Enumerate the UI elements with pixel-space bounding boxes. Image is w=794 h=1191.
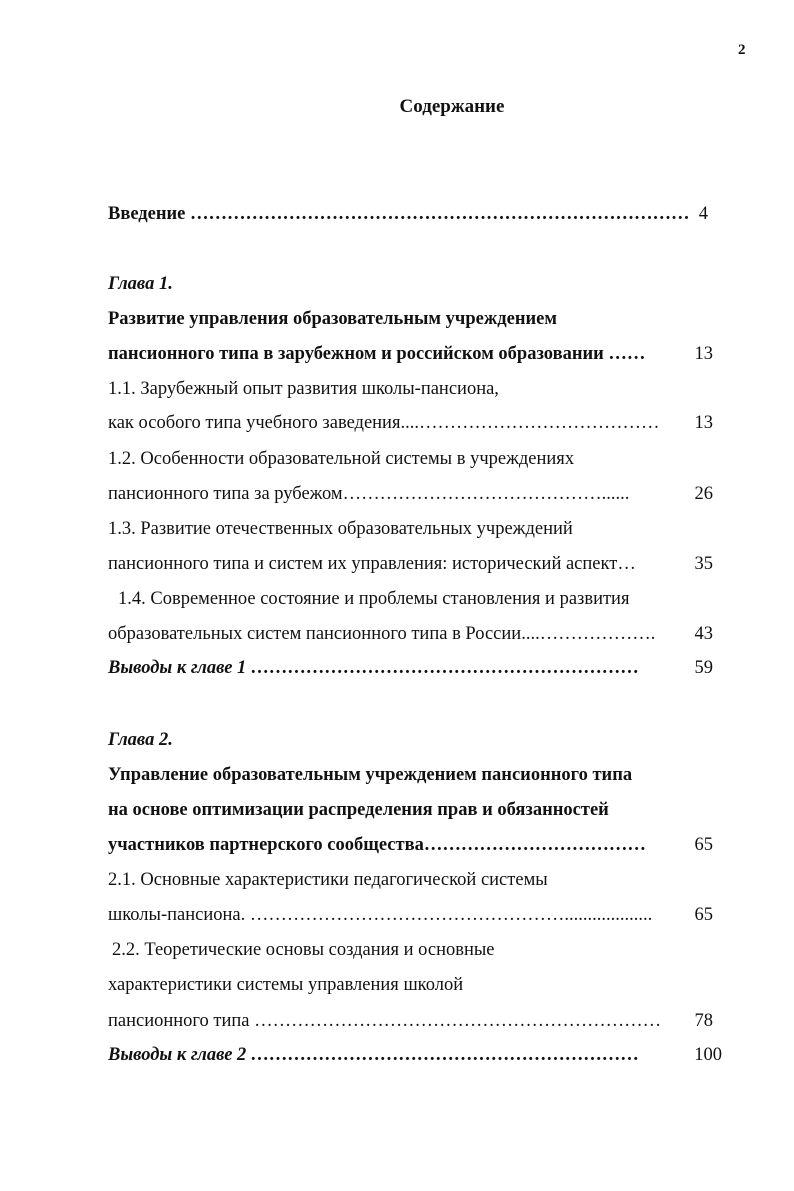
- section-text: 1.1. Зарубежный опыт развития школы-пансиона,: [108, 379, 499, 399]
- chapter-title-text: Развитие управления образовательным учреждением: [108, 309, 557, 329]
- chapter-title-text: участников партнерского сообщества………………………………: [108, 835, 646, 855]
- chapter-label-text: Глава 1.: [108, 274, 173, 294]
- section-text: пансионного типа …………………………………………………………: [108, 1011, 662, 1031]
- section-text: пансионного типа и систем их управления: исторический аспект…: [108, 554, 636, 574]
- section-text: школы-пансиона. ……………………………………………...................: [108, 905, 653, 925]
- section-text: 1.2. Особенности образовательной системы в учреждениях: [108, 449, 575, 469]
- toc-entry-page: 4: [698, 204, 708, 224]
- toc-entry-page: 59: [694, 658, 713, 678]
- section-text: образовательных систем пансионного типа в России....……………….: [108, 624, 656, 644]
- toc-entry-page: 65: [694, 905, 713, 925]
- conclusions-text: Выводы к главе 2 ………………………………………………………: [108, 1045, 640, 1065]
- toc-entry-page: 43: [694, 624, 713, 644]
- chapter-title-text: пансионного типа в зарубежном и российском образовании ……: [108, 344, 646, 364]
- page-title: Содержание: [399, 96, 505, 117]
- section-text: пансионного типа за рубежом……………………………………......: [108, 484, 630, 504]
- conclusions-text: Выводы к главе 1 ………………………………………………………: [108, 658, 640, 678]
- section-text: как особого типа учебного заведения....…………………………………: [108, 413, 660, 433]
- section-text: 1.4. Современное состояние и проблемы становления и развития: [118, 589, 630, 609]
- section-text: 1.3. Развитие отечественных образовательных учреждений: [108, 519, 573, 539]
- toc-entry-page: 35: [694, 554, 713, 574]
- chapter-title-text: на основе оптимизации распределения прав и обязанностей: [108, 800, 609, 820]
- section-text: 2.2. Теоретические основы создания и основные: [112, 940, 495, 960]
- toc-entry-page: 65: [694, 835, 713, 855]
- section-text: 2.1. Основные характеристики педагогической системы: [108, 870, 548, 890]
- toc-entry-page: 13: [694, 344, 713, 364]
- chapter-label-text: Глава 2.: [108, 730, 173, 750]
- toc-entry-text: Введение ………………………………………………………………………: [108, 204, 690, 224]
- toc-entry-page: 26: [694, 484, 713, 504]
- page-number: 2: [738, 42, 746, 58]
- toc-entry-page: 100: [694, 1045, 722, 1065]
- chapter-title-text: Управление образовательным учреждением пансионного типа: [108, 765, 633, 785]
- toc-entry-page: 78: [694, 1011, 713, 1031]
- section-text: характеристики системы управления школой: [108, 975, 464, 995]
- toc-entry-page: 13: [694, 413, 713, 433]
